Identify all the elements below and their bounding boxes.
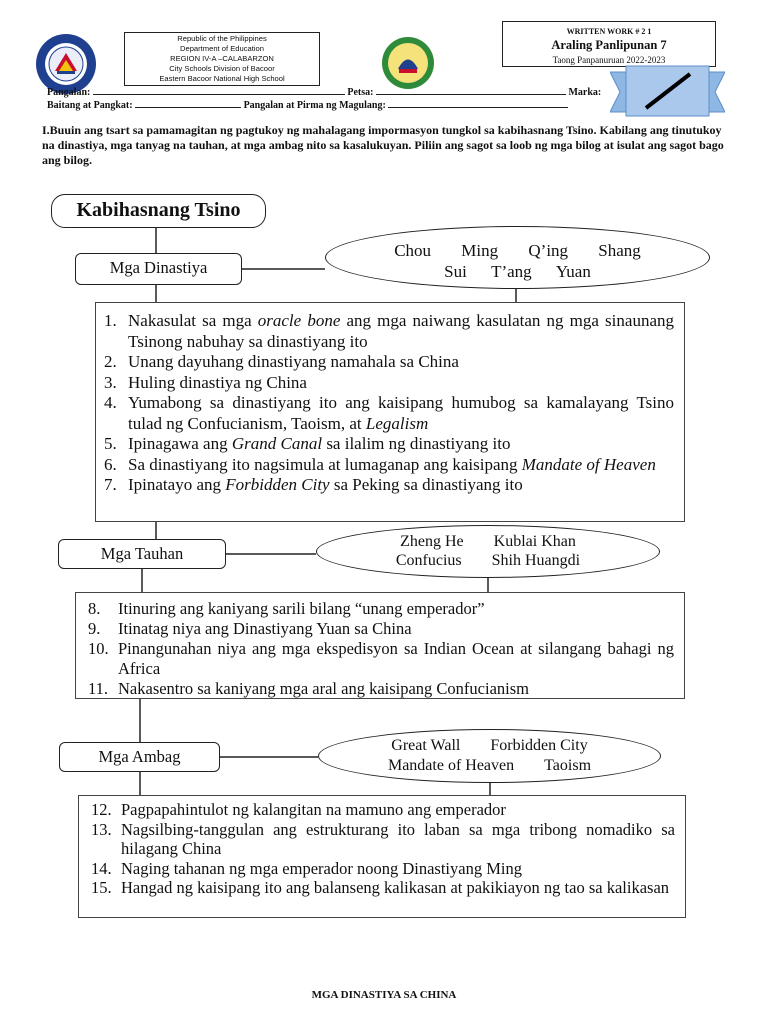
question-number: 13.	[91, 819, 112, 839]
main-title-box: Kabihasnang Tsino	[51, 194, 266, 228]
question-item	[91, 820, 675, 859]
choices-row	[319, 756, 660, 776]
question-item	[88, 639, 674, 679]
question-item	[91, 800, 675, 820]
marka-label: Marka:	[568, 87, 602, 98]
school-line: Department of Education	[179, 44, 264, 53]
choices-row	[317, 551, 659, 570]
choice: Sui	[444, 262, 467, 281]
tauhan-questions-box	[75, 592, 685, 699]
school-year: Taong Panpanuruan 2022-2023	[552, 55, 666, 65]
question-number: 10.	[88, 639, 109, 658]
question-text: Pagpapahintulot ng kalangitan na mamuno ang emperador	[121, 800, 506, 819]
dinastiya-questions-box	[95, 302, 685, 522]
choice: Yuan	[555, 262, 591, 281]
question-item	[88, 599, 674, 619]
question-text: Unang dayuhang dinastiyang namahala sa China	[128, 352, 459, 371]
choice: T’ang	[491, 262, 532, 281]
question-text: Nakasulat sa mga oracle bone ang mga naiwang kasulatan ng mga sinaunang Tsinong nabuhay sa dinastiyang ito	[128, 311, 674, 351]
choices-row	[317, 532, 659, 551]
choice: Confucius	[395, 552, 462, 569]
question-text: Yumabong sa dinastiyang ito ang kaisipang humubog sa kamalayang Tsino tulad ng Confucianism, Taoism, at Legalism	[128, 393, 674, 433]
question-item	[104, 311, 674, 352]
question-text: Huling dinastiya ng China	[128, 372, 307, 392]
question-number: 15.	[91, 878, 112, 897]
question-text: Ipinatayo ang Forbidden City sa Peking sa dinastiyang ito	[128, 475, 523, 494]
category-ambag: Mga Ambag	[59, 742, 220, 772]
question-item	[104, 393, 674, 434]
question-text: Itinuring ang kaniyang sarili bilang “unang emperador”	[118, 599, 485, 618]
question-item	[104, 352, 674, 373]
choice: Ming	[461, 241, 499, 260]
question-number: 3.	[104, 372, 117, 392]
category-tauhan: Mga Tauhan	[58, 539, 226, 569]
question-number: 12.	[91, 800, 112, 819]
question-item	[104, 455, 674, 476]
choice: Shang	[598, 241, 641, 260]
instructions: I.Buuin ang tsart sa pamamagitan ng pagtukoy ng mahalagang impormasyon tungkol sa kabihasnang Tsino. Kabilang ang tinutukoy na dinastiya, mga tanyag na tauhan, at mga ambag nito sa kasalukuyan. Piliin ang sagot sa loob ng mga bilog at isulat ang sagot bago ang bilog.	[42, 123, 724, 167]
question-number: 7.	[104, 475, 117, 494]
choice: Taoism	[544, 757, 592, 774]
question-item	[88, 679, 674, 699]
choice: Chou	[394, 241, 432, 260]
dinastiya-choices-oval	[325, 226, 710, 289]
question-text: Naging tahanan ng mga emperador noong Dinastiyang Ming	[121, 858, 522, 878]
baitang-label: Baitang at Pangkat:	[47, 100, 133, 111]
footer-title: MGA DINASTIYA SA CHINA	[311, 989, 457, 1001]
tauhan-choices-oval	[316, 525, 660, 578]
question-number: 11.	[88, 679, 109, 698]
subject-title: Araling Panlipunan 7	[551, 38, 667, 52]
question-text: Pinangunahan niya ang mga ekspedisyon sa Indian Ocean at silangang bahagi ng Africa	[118, 639, 674, 678]
choice: Q’ing	[528, 241, 569, 260]
question-number: 5.	[104, 434, 117, 453]
school-line: Eastern Bacoor National High School	[159, 74, 285, 83]
pirma-label: Pangalan at Pirma ng Magulang:	[243, 100, 386, 111]
question-item	[104, 475, 674, 496]
choice: Zheng He	[400, 533, 464, 550]
question-item	[88, 619, 674, 639]
choice: Mandate of Heaven	[387, 757, 515, 774]
question-item	[104, 434, 674, 455]
choice: Kublai Khan	[493, 533, 576, 550]
question-number: 1.	[104, 311, 117, 330]
question-number: 14.	[91, 858, 112, 878]
question-number: 2.	[104, 352, 117, 371]
written-work-number: WRITTEN WORK # 2 1	[566, 27, 652, 36]
question-text: Nakasentro sa kaniyang mga aral ang kaisipang Confucianism	[118, 679, 530, 698]
school-line: City Schools Division of Bacoor	[169, 64, 275, 73]
question-number: 8.	[88, 599, 101, 618]
school-line: REGION IV-A –CALABARZON	[170, 54, 274, 63]
choice: Shih Huangdi	[491, 552, 581, 569]
question-text: Itinatag niya ang Dinastiyang Yuan sa China	[118, 619, 412, 638]
question-text: Nagsilbing-tanggulan ang estrukturang ito laban sa mga tribong nomadiko sa hilagang China	[121, 819, 675, 858]
category-dinastiya: Mga Dinastiya	[75, 253, 242, 285]
pangalan-label: Pangalan:	[47, 87, 91, 98]
question-number: 9.	[88, 619, 101, 638]
choices-row	[326, 261, 709, 282]
choices-row	[326, 240, 709, 261]
school-line: Republic of the Philippines	[177, 34, 267, 43]
question-item	[104, 373, 674, 394]
question-number: 6.	[104, 454, 117, 474]
choice: Great Wall	[391, 737, 461, 754]
choice: Forbidden City	[490, 737, 588, 754]
ambag-questions-box	[78, 795, 686, 918]
question-item	[91, 859, 675, 879]
question-number: 4.	[104, 393, 117, 412]
question-text: Hangad ng kaisipang ito ang balanseng kalikasan at pakikiayon ng tao sa kalikasan	[121, 878, 670, 897]
ambag-choices-oval	[318, 729, 661, 783]
question-item	[91, 878, 675, 898]
question-text: Ipinagawa ang Grand Canal sa ilalim ng dinastiyang ito	[128, 434, 511, 453]
choices-row	[319, 736, 660, 756]
question-text: Sa dinastiyang ito nagsimula at lumaganap ang kaisipang Mandate of Heaven	[128, 454, 656, 474]
petsa-label: Petsa:	[347, 87, 374, 98]
